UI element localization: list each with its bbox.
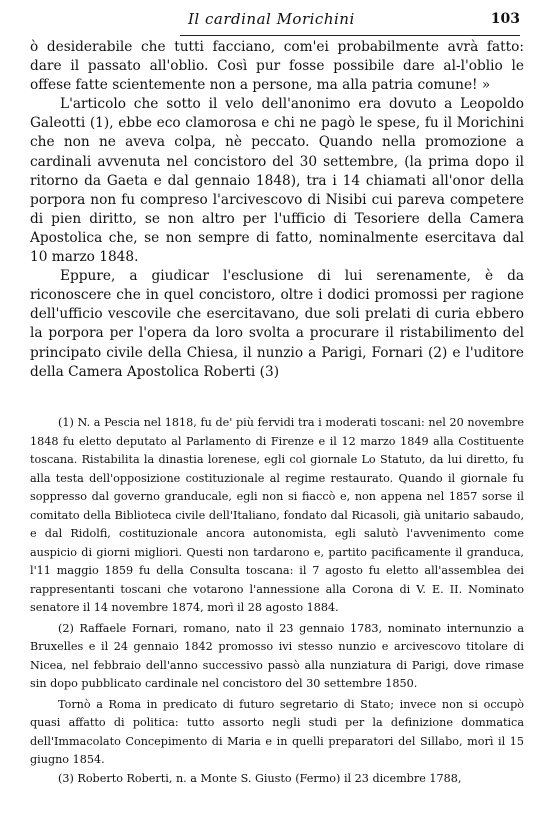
page-number: 103 — [490, 11, 520, 27]
footnote-3: (3) Roberto Roberti, n. a Monte S. Giusto (Fermo) il 23 dicembre 1788, — [58, 771, 462, 785]
paragraph: Eppure, a giudicar l'esclusione di lui serenamente, è da riconoscere che in quel concistoro, oltre i dodici promossi per ragione dell'ufficio vescovile che esercitavano, due soli prelati di curia ebbero la porpora per l'opera da loro svolta a procurare il ristabilimento del principato civile della Chiesa, il nunzio a Parigi, Fornari (2) e l'uditore della Camera Apostolica Roberti (3) — [30, 268, 524, 380]
running-head — [180, 10, 520, 32]
footnote-2: (2) Raffaele Fornari, romano, nato il 23 gennaio 1783, nominato internunzio a Bruxelles e il 24 gennaio 1842 promosso ivi stesso nunzio e arcivescovo titolare di Nicea, nel febbraio dell'anno successivo passò alla nunziatura di Parigi, dove rimase sin dopo pubblicato cardinale nel concistoro del 30 settembre 1850. — [30, 621, 524, 690]
running-head-title: Il cardinal Morichini — [188, 10, 355, 28]
footnote-2-continued: Tornò a Roma in predicato di futuro segretario di Stato; invece non si occupò quasi affatto di politica: tutto assorto negli studi per la definizione dommatica dell'Immacolato Concepimento di Maria e in quelli preparatori del Sillabo, morì il 15 giugno 1854. — [30, 697, 524, 766]
paragraph-continuation: ò desiderabile che tutti facciano, com'ei probabilmente avrà fatto: dare il passato all'oblio. Così pur fosse possibile dare al-l'oblio le offese fatte scientemente non a persone, ma alla patria comune! » — [30, 39, 524, 94]
footnote-1: (1) N. a Pescia nel 1818, fu de' più fervidi tra i moderati toscani: nel 20 novembre 1848 fu eletto deputato al Parlamento di Firenze e il 12 marzo 1849 alla Costituente toscana. Ristabilita la dinastia lorenese, egli col giornale Lo Statuto, da lui diretto, fu alla testa dell'opposizione costituzionale al regime restaurato. Quando il giornale fu soppresso dal governo granducale, egli non si fiaccò e, non appena nel 1857 sorse il comitato della Biblioteca civile dell'Italiano, fondato dal Ricasoli, già unitario sabaudo, e dal Ridolfi, costituzionale ancora autonomista, egli salutò l'avvenimento come auspicio di giorni migliori. Questi non tardarono e, partito pacificamente il granduca, l'11 maggio 1859 fu della Consulta toscana: il 7 agosto fu eletto all'assemblea dei rappresentanti toscani che votarono l'annessione alla Corona di V. E. II. Nominato senatore il 14 novembre 1874, morì il 28 agosto 1884. — [30, 416, 524, 614]
footnotes — [30, 414, 524, 788]
main-text — [30, 38, 524, 382]
header-rule — [180, 35, 520, 36]
paragraph: L'articolo che sotto il velo dell'anonimo era dovuto a Leopoldo Galeotti (1), ebbe eco clamorosa e chi ne pagò le spese, fu il Morichini che non ne aveva colpa, nè peccato. Quando nella promozione a cardinali avvenuta nel concistoro del 30 settembre, (la prima dopo il ritorno da Gaeta e dal gennaio 1848), tra i 14 chiamati all'onor della porpora non fu compreso l'arcivescovo di Nisibi cui pareva competere di pien diritto, se non altro per l'ufficio di Tesoriere della Camera Apostolica che, se non sempre di fatto, nominalmente esercitava dal 10 marzo 1848. — [30, 96, 524, 266]
